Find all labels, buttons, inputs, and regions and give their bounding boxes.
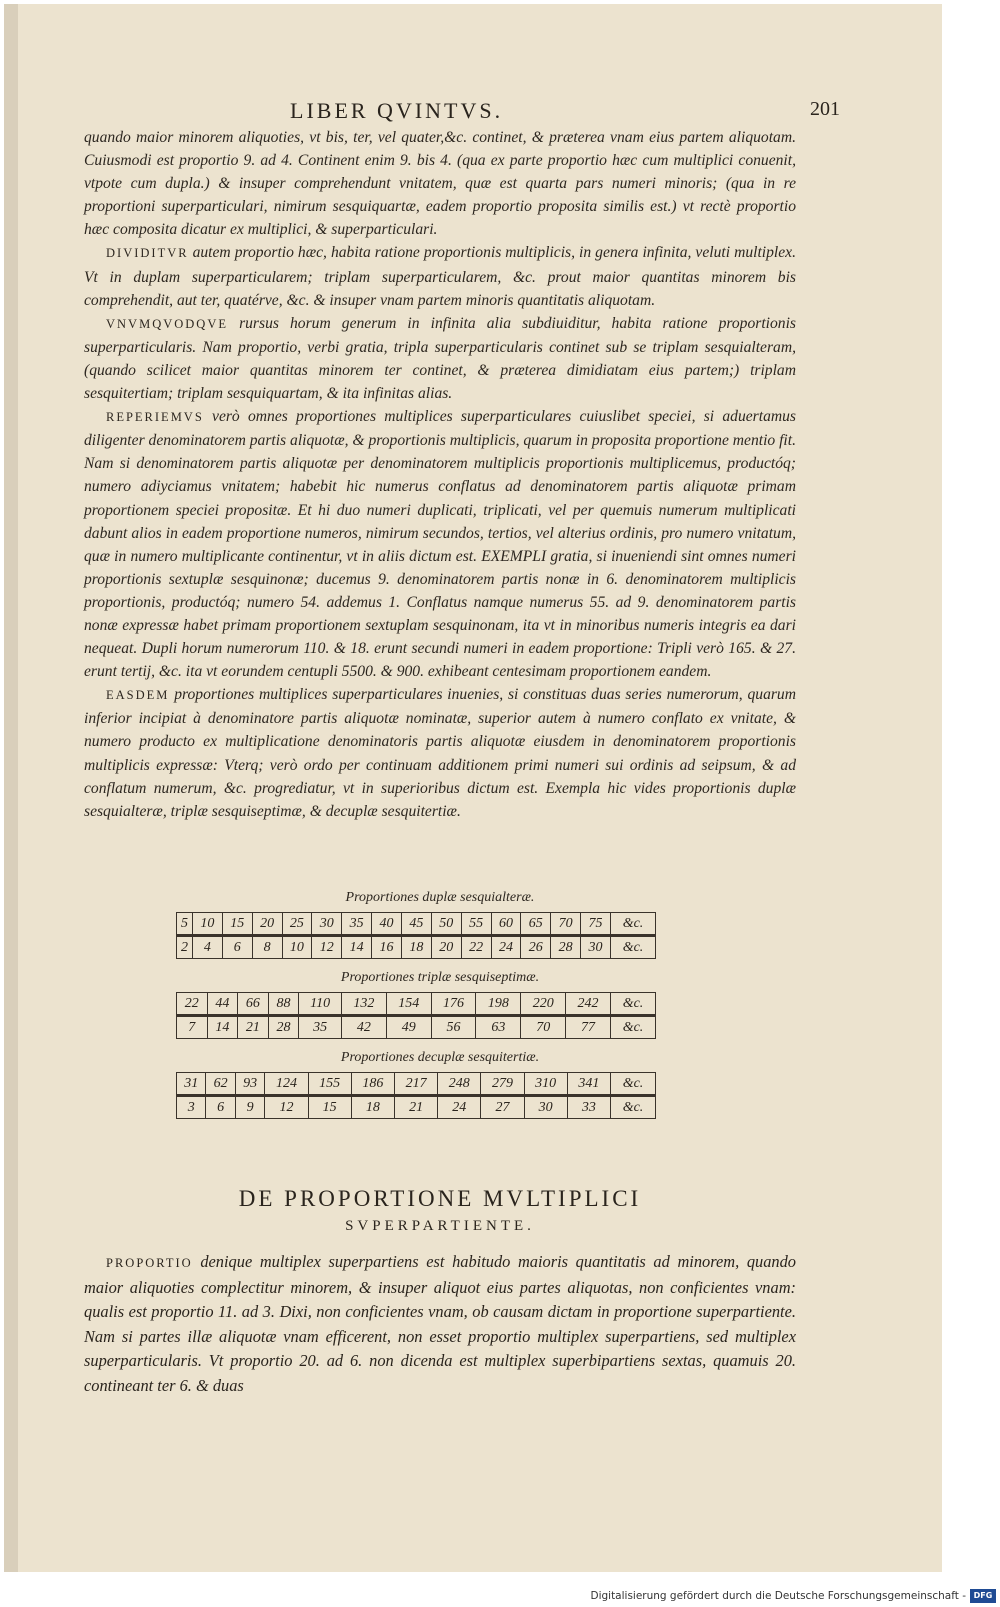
table-cell: 33: [567, 1096, 610, 1119]
table-cell: 55: [461, 913, 491, 936]
table-cell: 7: [177, 1016, 208, 1039]
table-cell: 70: [551, 913, 581, 936]
paragraph-lead: EASDEM: [106, 688, 170, 703]
table-cell: 198: [476, 993, 521, 1016]
table-caption: Proportiones triplæ sesquiseptimæ.: [340, 970, 540, 985]
table-cell: 110: [299, 993, 342, 1016]
table-cell: 56: [431, 1016, 476, 1039]
table-cell: 20: [252, 913, 282, 936]
table-cell: 4: [192, 936, 222, 959]
table-cell: 20: [431, 936, 461, 959]
table-cell: 9: [235, 1096, 264, 1119]
table-cell: 21: [394, 1096, 437, 1119]
paragraph: [84, 126, 796, 241]
table-cell: 27: [481, 1096, 524, 1119]
table-cell: 22: [461, 936, 491, 959]
table-cell: 25: [282, 913, 312, 936]
table-cell: 35: [299, 1016, 342, 1039]
table-cell: 310: [524, 1073, 567, 1096]
table-cell: 30: [312, 913, 342, 936]
paragraph-text: quando maior minorem aliquoties, vt bis, ter, vel quater,&c. continet, & præterea vnam eius partem aliquotam. Cuiusmodi est proportio 9. ad 4. Continent enim 9. bis 4. (qua ex parte proportio hæc cum multiplici conuenit, vtpote cum dupla.) & insuper comprehendunt vnitatem, quæ est quarta pars numeri minoris; (qua in re proportioni superparticulari, nimirum sesquiquartæ, eadem proportio proposita similis est.) vt rectè proportio hæc composita dicatur ex multiplici, & superparticulari.: [84, 129, 796, 239]
paragraph: [84, 241, 796, 311]
paragraph-lead: REPERIEMVS: [106, 410, 204, 425]
table-cell: 10: [282, 936, 312, 959]
digitization-credit: Digitalisierung gefördert durch die Deutsche Forschungsgemeinschaft -: [590, 1590, 966, 1602]
paragraph: [84, 683, 796, 823]
paragraph-text: autem proportio hæc, habita ratione proportionis multiplicis, in genera infinita, veluti multiplex. Vt in duplam superparticularem; triplam superparticularem, &c. prout maior quantitas minorem bis comprehendit, aut ter, quatérve, &c. & insuper vnam partem minoris quantitatis aliquotam.: [84, 244, 796, 309]
table-etc-cell: &c.: [611, 1016, 656, 1039]
table-etc-cell: &c.: [611, 936, 656, 959]
table-etc-cell: &c.: [611, 993, 656, 1016]
proportion-table-tripla-sesquiseptima: [176, 992, 656, 1039]
table-etc-cell: &c.: [611, 913, 656, 936]
paragraph-text: verò omnes proportiones multiplices superparticulares cuiuslibet speciei, si aduertamus diligenter denominatorem partis aliquotæ, & proportionis multiplicis, quarum in proposita proportione mentio fit. Nam si denominatorem partis aliquotæ per denominatorem multiplicis proportionis multiplicemus, productóq; numero adiyciamus vnitatem; habebit hic numerus conflatus ad denominatorem partis aliquotæ primam proportionem speciei propositæ. Et hi duo numeri duplicati, triplicati, vel per quemuis numerum multiplicati dabunt alios in eadem proportione numeros, nimirum secundos, tertios, vel alterius ordinis, pro numero vnitatum, quæ in numero multiplicante continentur, vt in aliis dictum est. EXEMPLI gratia, si inueniendi sint omnes numeri proportionis sextuplæ sesquinonæ; ducemus 9. denominatorem partis nonæ in 6. denominatorem multiplicis proportionis, productóq; numero 54. addemus 1. Conflatus namque numerus 55. ad 9. denominatorem partis nonæ expressæ habet primam proportionem sextuplam sesquinonam, ita vt in minoribus numeris integris ea dari nequeat. Dupli horum numerorum 110. & 18. erunt secundi numeri in eadem proportione: Tripli verò 165. & 27. erunt tertij, &c. ita vt eorundem centupli 5500. & 900. exhibeant centesimam proportionem eandem.: [84, 408, 796, 681]
dfg-logo: DFG: [970, 1589, 996, 1603]
table-cell: 16: [372, 936, 402, 959]
paragraph: [84, 405, 796, 683]
table-cell: 60: [491, 913, 521, 936]
table-cell: 5: [177, 913, 193, 936]
table-row: [177, 993, 656, 1016]
table-cell: 279: [481, 1073, 524, 1096]
table-cell: 31: [177, 1073, 206, 1096]
table-cell: 42: [341, 1016, 386, 1039]
table-cell: 341: [567, 1073, 610, 1096]
table-cell: 220: [521, 993, 566, 1016]
table-cell: 248: [438, 1073, 481, 1096]
table-cell: 40: [372, 913, 402, 936]
proportion-table-decupla-sesquitertia: [176, 1072, 656, 1119]
running-title: LIBER QVINTVS.: [290, 98, 504, 123]
table-cell: 63: [476, 1016, 521, 1039]
table-cell: 49: [386, 1016, 431, 1039]
paragraph-text: rursus horum generum in infinita alia subdiuiditur, habita ratione proportionis superparticularis. Nam proportio, verbi gratia, tripla superparticularis continet sub se triplam sesquialteram, (quando scilicet maior quantitas minorem ter continet, & præterea dimidiatam eius partem;) triplam sesquitertiam; triplam sesquiquartam, & ita infinitas alias.: [84, 314, 796, 403]
table-cell: 70: [521, 1016, 566, 1039]
table-cell: 44: [207, 993, 238, 1016]
table-row: [177, 1096, 656, 1119]
table-cell: 18: [351, 1096, 394, 1119]
table-row: [177, 1016, 656, 1039]
scanned-page: [4, 4, 942, 1572]
table-cell: 154: [386, 993, 431, 1016]
table-cell: 26: [521, 936, 551, 959]
table-cell: 14: [207, 1016, 238, 1039]
table-caption: Proportiones duplæ sesquialteræ.: [345, 890, 535, 905]
footer-bar: [0, 1588, 1000, 1607]
paragraph: [84, 312, 796, 405]
table-row: [177, 936, 656, 959]
paragraph-lead: PROPORTIO: [106, 1256, 193, 1270]
table-cell: 242: [566, 993, 611, 1016]
table-cell: 6: [222, 936, 252, 959]
table-cell: 124: [265, 1073, 308, 1096]
table-cell: 30: [581, 936, 611, 959]
table-cell: 10: [192, 913, 222, 936]
table-cell: 45: [401, 913, 431, 936]
table-cell: 3: [177, 1096, 206, 1119]
paragraph-lead: DIVIDITVR: [106, 246, 189, 261]
table-cell: 8: [252, 936, 282, 959]
table-caption: Proportiones decuplæ sesquitertiæ.: [340, 1050, 540, 1065]
table-cell: 88: [268, 993, 299, 1016]
paragraph-lead: VNVMQVODQVE: [106, 316, 228, 331]
table-cell: 21: [238, 1016, 269, 1039]
table-cell: 62: [206, 1073, 235, 1096]
table-cell: 28: [551, 936, 581, 959]
table-cell: 28: [268, 1016, 299, 1039]
table-cell: 65: [521, 913, 551, 936]
table-cell: 155: [308, 1073, 351, 1096]
book-page: [70, 90, 840, 1490]
table-cell: 6: [206, 1096, 235, 1119]
table-cell: 30: [524, 1096, 567, 1119]
paragraph-text: denique multiplex superpartiens est habitudo maioris quantitatis ad minorem, quando maior aliquoties complectitur minorem, & insuper aliquot eius partes aliquotas, non conficientes vnam: qualis est proportio 11. ad 3. Dixi, non conficientes vnam, ob causam dictam in proportione superpartiente. Nam si partes illæ aliquotæ vnam efficerent, non esset proportio multiplex superpartiens, sed multiplex superparticularis. Vt proportio 20. ad 6. non dicenda est multiplex superbipartiens sextas, quamuis 20. contineant ter 6. & duas: [84, 1252, 796, 1395]
section-heading: DE PROPORTIONE MVLTIPLICI: [238, 1186, 642, 1211]
table-cell: 50: [431, 913, 461, 936]
table-cell: 75: [581, 913, 611, 936]
table-cell: 22: [177, 993, 208, 1016]
table-cell: 186: [351, 1073, 394, 1096]
table-cell: 24: [438, 1096, 481, 1119]
table-cell: 18: [401, 936, 431, 959]
section-subheading: SVPERPARTIENTE.: [345, 1218, 535, 1234]
table-cell: 15: [308, 1096, 351, 1119]
table-cell: 14: [342, 936, 372, 959]
table-cell: 2: [177, 936, 193, 959]
section-text: [84, 1250, 796, 1398]
table-row: [177, 913, 656, 936]
proportion-table-dupla-sesquialtera: [176, 912, 656, 959]
table-cell: 12: [312, 936, 342, 959]
body-text: [84, 126, 796, 823]
paragraph-text: proportiones multiplices superparticulares inuenies, si constituas duas series numerorum, quarum inferior incipiat à denominatore partis aliquotæ nominatæ, superior autem à numero conflato ex vnitate, & numero producto ex multiplicatione denominatoris partis aliquotæ eiusdem in denominatorem proportionis multiplicis expressæ: Vterq; verò ordo per continuam additionem primi numeri sui ordinis ad seipsum, & ad conflatum numerum, &c. progrediatur, vt in superioribus dictum est. Exempla hic vides proportionis duplæ sesquialteræ, triplæ sesquiseptimæ, & decuplæ sesquitertiæ.: [84, 686, 796, 820]
table-cell: 93: [235, 1073, 264, 1096]
table-cell: 24: [491, 936, 521, 959]
table-cell: 15: [222, 913, 252, 936]
table-cell: 35: [342, 913, 372, 936]
table-row: [177, 1073, 656, 1096]
table-etc-cell: &c.: [611, 1073, 656, 1096]
page-number: 201: [810, 98, 840, 120]
table-cell: 132: [341, 993, 386, 1016]
paragraph: [84, 1250, 796, 1398]
table-cell: 12: [265, 1096, 308, 1119]
table-cell: 77: [566, 1016, 611, 1039]
table-cell: 217: [394, 1073, 437, 1096]
table-cell: 66: [238, 993, 269, 1016]
table-etc-cell: &c.: [611, 1096, 656, 1119]
table-cell: 176: [431, 993, 476, 1016]
